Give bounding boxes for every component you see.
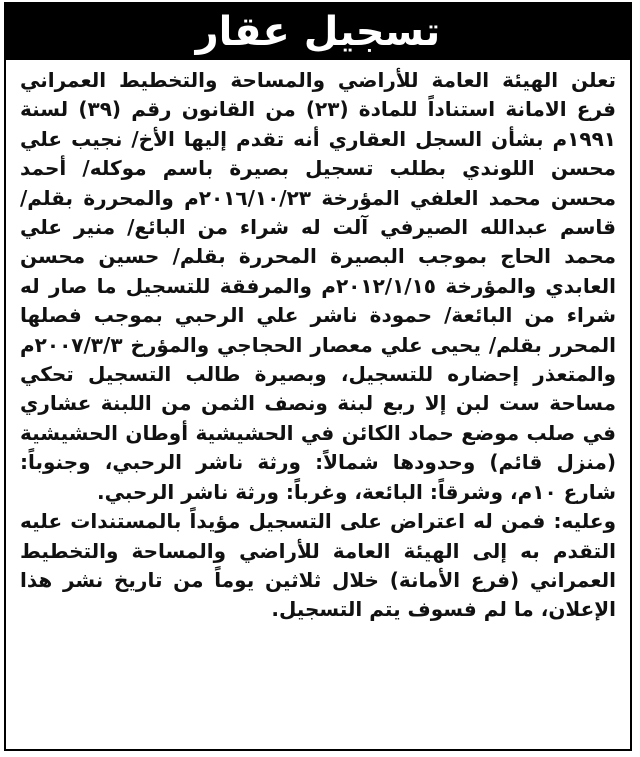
notice-body bbox=[20, 66, 616, 625]
notice-title: تسجيل عقار bbox=[195, 9, 441, 55]
notice-paragraph-objection: وعليه: فمن له اعتراض على التسجيل مؤيداً بالمستندات عليه التقدم به إلى الهيئة العامة للأراضي والمساحة والتخطيط العمراني (فرع الأمانة) خلال ثلاثين يوماً من تاريخ نشر هذا الإعلان، ما لم فسوف يتم التسجيل. bbox=[20, 509, 616, 622]
notice-paragraph-announcement: تعلن الهيئة العامة للأراضي والمساحة والتخطيط العمراني فرع الامانة استناداً للمادة (٢٣) من القانون رقم (٣٩) لسنة ١٩٩١م بشأن السجل العقاري أنه تقدم إليها الأخ/ نجيب علي محسن اللوندي بطلب تسجيل بصيرة باسم موكله/ أحمد محسن محمد العلفي المؤرخة ٢٠١٦/١٠/٢٣م والمحررة بقلم/ قاسم عبدالله الصيرفي آلت له شراء من البائع/ منير علي محمد الحاج بموجب البصيرة المحررة بقلم/ حسين محسن العابدي والمؤرخة ٢٠١٢/١/١٥م والمرفقة للتسجيل ما صار له شراء من البائعة/ حمودة ناشر علي الرحبي بموجب فصلها المحرر بقلم/ يحيى علي معصار الحجاجي والمؤرخ ٢٠٠٧/٣/٣م والمتعذر إحضاره للتسجيل، وبصيرة طالب التسجيل تحكي مساحة ست لبن إلا ربع لبنة ونصف الثمن من اللبنة عشاري في صلب موضع حماد الكائن في الحشيشية أوطان الحشيشية (منزل قائم) وحدودها شمالاً: ورثة ناشر الرحبي، وجنوباً: شارع ١٠م، وشرقاً: البائعة، وغرباً: ورثة ناشر الرحبي. bbox=[20, 68, 616, 504]
notice-header bbox=[6, 4, 630, 60]
property-registration-notice bbox=[4, 2, 632, 751]
